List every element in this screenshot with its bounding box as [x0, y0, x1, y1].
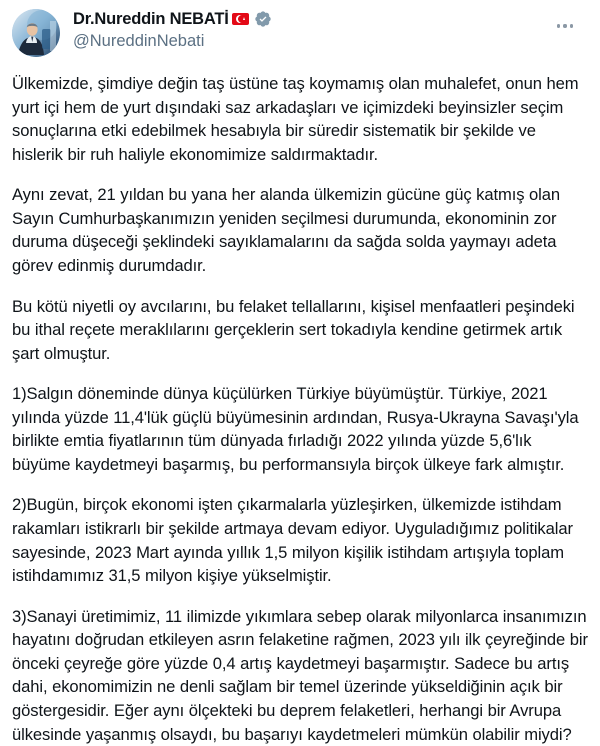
- tweet-paragraph: Bu kötü niyetli oy avcılarını, bu felaket tellallarını, kişisel menfaatleri peşindeki bu ithal reçete meraklılarını gerçeklerin sert tokadıyla kendine getirmek artık şart olmuştur.: [12, 296, 575, 363]
- verified-badge-icon: [254, 10, 272, 28]
- display-name-row: [73, 10, 272, 28]
- tweet-header: [12, 8, 588, 62]
- display-name: Dr.Nureddin NEBATİ: [73, 9, 229, 28]
- tweet-paragraph: 1)Salgın döneminde dünya küçülürken Türkiye büyümüştür. Türkiye, 2021 yılında yüzde 11,4'lük güçlü büyümesinin ardından, Rusya-Ukrayna Savaşı'yla birlikte emtia fiyatlarının tüm dünyada fırladığı 2022 yılında yüzde 5,6'lık büyüme kaydetmeyi başarmış, bu performansıyla birçok ülkeye fark almıştır.: [12, 384, 579, 474]
- tweet-paragraph: Ülkemizde, şimdiye değin taş üstüne taş koymamış olan muhalefet, onun hem yurt içi hem de yurt dışındaki saz arkadaşları ve içimizdeki beyinsizler seçim sonuçlarına etki edebilmek hesabıyla bir süredir sistematik bir şekilde ve hislerik bir ruh haliyle ekonomimize saldırmaktadır.: [12, 74, 579, 164]
- tweet-paragraph: Aynı zevat, 21 yıldan bu yana her alanda ülkemizin gücüne güç katmış olan Sayın Cumhurbaşkanımızın yeniden seçilmesi durumunda, ekonominin zor duruma düşeceği şeklindeki sayıklamalarını da sağda solda yaymayı adeta görev edinmiş durumdadır.: [12, 185, 560, 275]
- tweet-text: [12, 72, 588, 746]
- profile-photo-icon: [12, 9, 60, 57]
- tweet-paragraph: 2)Bugün, birçok ekonomi işten çıkarmalarla yüzleşirken, ülkemizde istihdam rakamları istikrarlı bir şekilde artmaya devam ediyor. Uyguladığımız politikalar sayesinde, 2023 Mart ayında yıllık 1,5 milyon kişilik istihdam artışıyla toplam istihdamımız 31,5 milyon kişiye yükselmiştir.: [12, 495, 573, 586]
- turkish-flag-icon: [232, 13, 249, 25]
- account-handle[interactable]: @NureddinNebati: [73, 32, 205, 50]
- tweet-paragraph: 3)Sanayi üretimimiz, 11 ilimizde yıkımlara sebep olarak milyonlarca insanımızın hayatını doğrudan etkileyen asrın felaketine rağmen, 2023 yılı ilk çeyreğinde bir önceki çeyreğe göre yüzde 0,4 artış kaydetmeyi başarmıştır. Sadece bu artış dahi, ekonomimizin ne denli sağlam bir temel üzerinde yükseldiğinin açık bir göstergesidir. Eğer aynı ölçekteki bu deprem felaketleri, herhangi bir Avrupa ülkesinde yaşanmış olsaydı, bu başarıyı kaydetmeleri mümkün olabilir miydi?: [12, 606, 588, 744]
- more-options-icon[interactable]: [550, 16, 580, 36]
- account-identity: [73, 8, 272, 51]
- avatar[interactable]: [12, 9, 60, 57]
